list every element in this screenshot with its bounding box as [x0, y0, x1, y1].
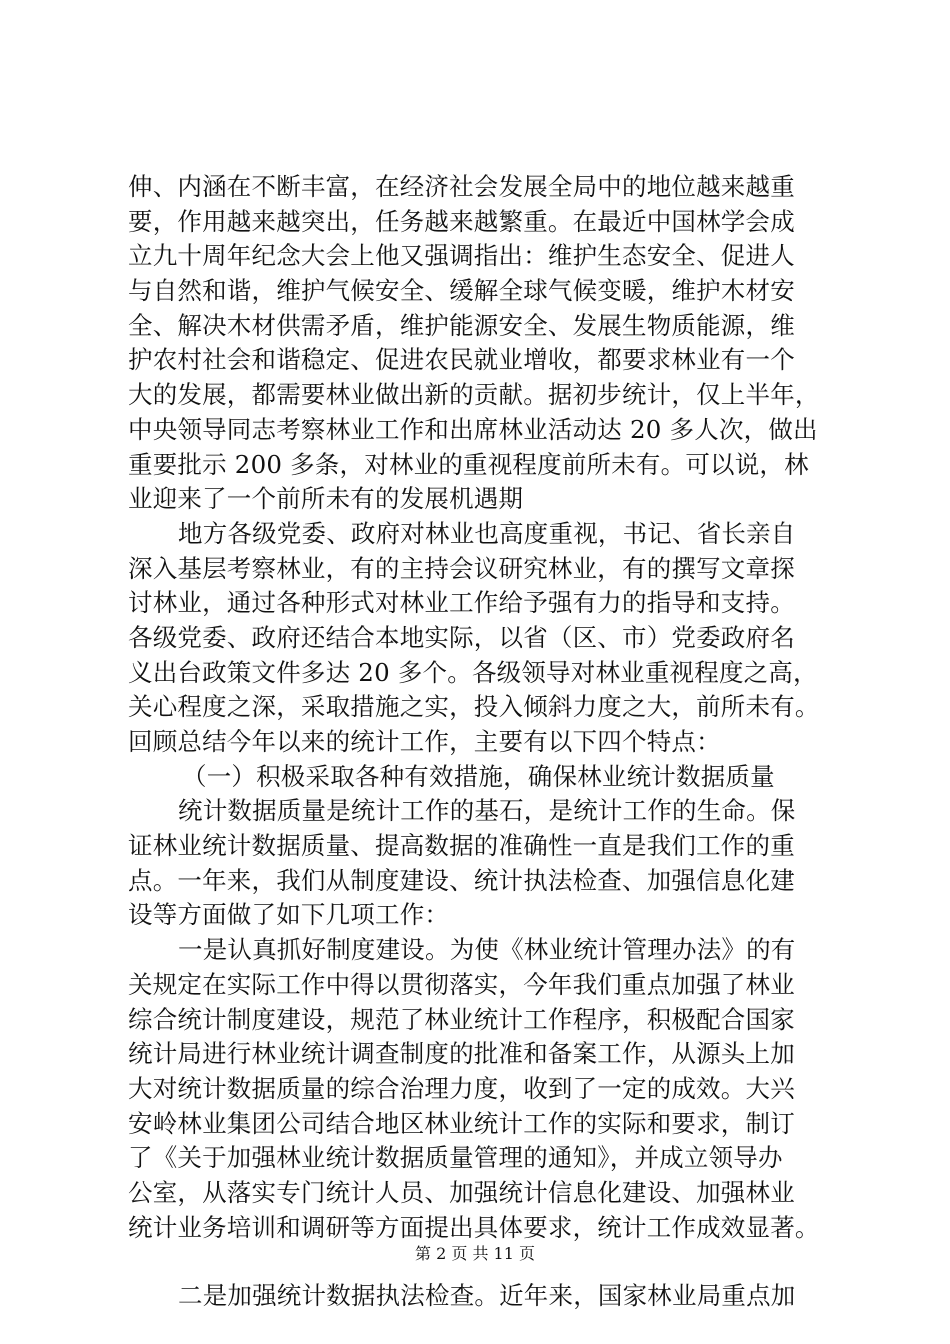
text-line: 伸、内涵在不断丰富，在经济社会发展全局中的地位越来越重 [128, 172, 795, 201]
text-line: 关心程度之深，采取措施之实，投入倾斜力度之大，前所未有。 [128, 692, 820, 722]
paragraph [128, 933, 828, 1245]
paragraph [128, 517, 828, 760]
text-line: 深入基层考察林业，有的主持会议研究林业，有的撰写文章探 [128, 553, 795, 583]
text-line: 二是加强统计数据执法检查。近年来，国家林业局重点加 [178, 1281, 796, 1311]
text-line: 讨林业，通过各种形式对林业工作给予强有力的指导和支持。 [128, 588, 795, 618]
text-line: 统计业务培训和调研等方面提出具体要求，统计工作成效显著。 [128, 1212, 820, 1242]
text-line: 设等方面做了如下几项工作： [128, 900, 450, 930]
text-line: 统计局进行林业统计调查制度的批准和备案工作，从源头上加 [128, 1039, 795, 1069]
text-line: 安岭林业集团公司结合地区林业统计工作的实际和要求，制订 [128, 1108, 795, 1138]
text-line: 大的发展，都需要林业做出新的贡献。据初步统计，仅上半年， [128, 380, 820, 410]
text-line: 统计数据质量是统计工作的基石，是统计工作的生命。保 [178, 796, 796, 826]
text-line: 了《关于加强林业统计数据质量管理的通知》，并成立领导办 [128, 1143, 783, 1173]
text-line: 公室，从落实专门统计人员、加强统计信息化建设、加强林业 [128, 1177, 795, 1207]
section-heading [128, 760, 828, 795]
text-line: 与自然和谐，维护气候安全、缓解全球气候变暖，维护木材安 [128, 276, 795, 306]
text-line: 要，作用越来越突出，任务越来越繁重。在最近中国林学会成 [128, 206, 795, 236]
text-line: 地方各级党委、政府对林业也高度重视，书记、省长亲自 [178, 518, 796, 548]
text-line: 证林业统计数据质量、提高数据的准确性一直是我们工作的重 [128, 831, 795, 861]
text-line: 大对统计数据质量的综合治理力度，收到了一定的成效。大兴 [128, 1073, 795, 1103]
text-line: 一是认真抓好制度建设。为使《林业统计管理办法》的有 [178, 935, 796, 965]
text-line: 业迎来了一个前所未有的发展机遇期 [128, 484, 524, 514]
text-line: 立九十周年纪念大会上他又强调指出：维护生态安全、促进人 [128, 241, 795, 271]
text-line: 关规定在实际工作中得以贯彻落实，今年我们重点加强了林业 [128, 969, 795, 999]
text-line: 各级党委、政府还结合本地实际，以省（区、市）党委政府名 [128, 622, 795, 652]
text-line: 回顾总结今年以来的统计工作，主要有以下四个特点： [128, 727, 721, 756]
paragraph [128, 1279, 828, 1314]
text-line: 点。一年来，我们从制度建设、统计执法检查、加强信息化建 [128, 865, 795, 895]
heading-line: （一）积极采取各种有效措施，确保林业统计数据质量 [182, 761, 775, 791]
text-line: 护农村社会和谐稳定、促进农民就业增收，都要求林业有一个 [128, 345, 795, 375]
text-line: 义出台政策文件多达 20 多个。各级领导对林业重视程度之高， [128, 657, 818, 687]
text-line: 全、解决木材供需矛盾，维护能源安全、发展生物质能源，维 [128, 310, 795, 340]
document-body [128, 170, 828, 1314]
paragraph [128, 794, 828, 933]
paragraph [128, 170, 828, 517]
page-number-footer: 第 2 页 共 11 页 [415, 1244, 535, 1263]
text-line: 中央领导同志考察林业工作和出席林业活动达 20 多人次，做出 [128, 414, 818, 444]
text-line: 综合统计制度建设，规范了林业统计工作程序，积极配合国家 [128, 1004, 795, 1034]
text-line: 重要批示 200 多条，对林业的重视程度前所未有。可以说，林 [128, 449, 809, 479]
